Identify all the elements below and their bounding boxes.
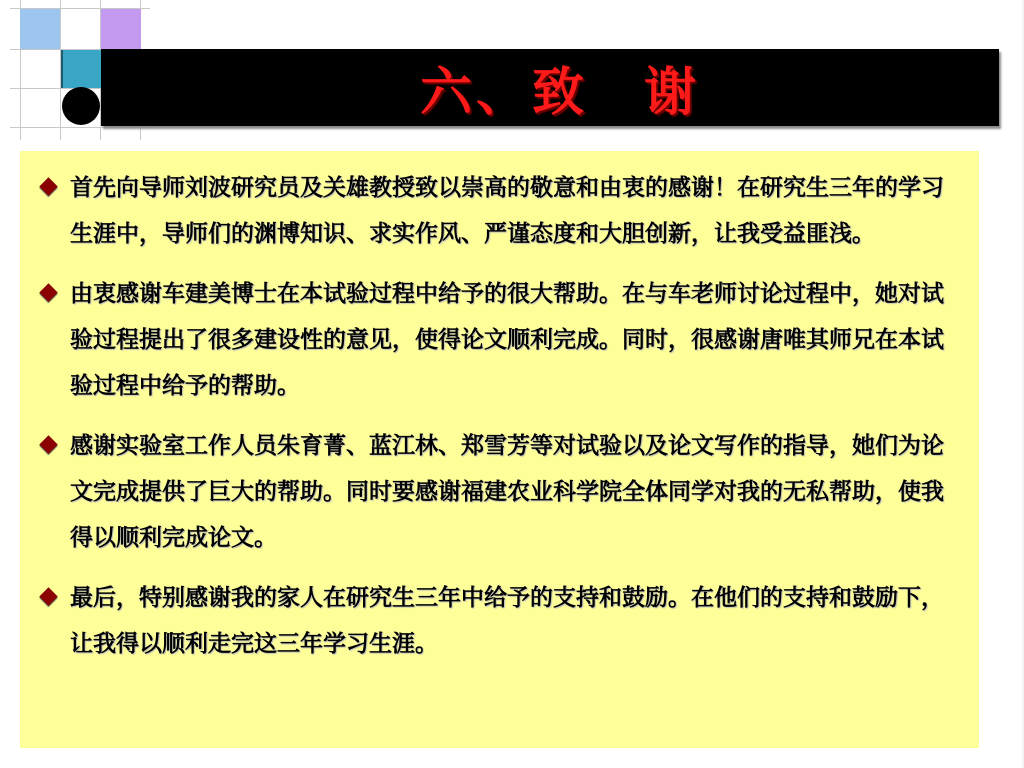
slide-title: 六、致 谢 bbox=[419, 62, 700, 123]
bullet-item bbox=[40, 575, 953, 667]
diamond-bullet-icon bbox=[39, 435, 57, 453]
decorative-square-purple bbox=[101, 9, 141, 49]
decorative-square-teal bbox=[61, 50, 103, 88]
bullet-text: 感谢实验室工作人员朱育菁、蓝江林、郑雪芳等对试验以及论文写作的指导，她们为论文完成提供了巨大的帮助。同时要感谢福建农业科学院全体同学对我的无私帮助，使我得以顺利完成论文。 bbox=[70, 433, 944, 551]
bullet-item bbox=[40, 271, 953, 409]
bullet-item bbox=[40, 165, 953, 257]
diamond-bullet-icon bbox=[39, 177, 57, 195]
diamond-bullet-icon bbox=[39, 587, 57, 605]
bullet-text: 首先向导师刘波研究员及关雄教授致以崇高的敬意和由衷的感谢！在研究生三年的学习生涯中，导师们的渊博知识、求实作风、严谨态度和大胆创新，让我受益匪浅。 bbox=[70, 175, 944, 247]
bullet-text: 由衷感谢车建美博士在本试验过程中给予的很大帮助。在与车老师讨论过程中，她对试验过程提出了很多建设性的意见，使得论文顺利完成。同时，很感谢唐唯其师兄在本试验过程中给予的帮助。 bbox=[70, 281, 944, 399]
decorative-circle bbox=[62, 87, 100, 125]
content-box bbox=[20, 151, 979, 748]
bullet-item bbox=[40, 423, 953, 561]
decorative-square-blue bbox=[20, 9, 60, 49]
diamond-bullet-icon bbox=[39, 283, 57, 301]
bullet-text: 最后，特别感谢我的家人在研究生三年中给予的支持和鼓励。在他们的支持和鼓励下，让我得以顺利走完这三年学习生涯。 bbox=[70, 585, 944, 657]
title-bar bbox=[101, 49, 999, 126]
